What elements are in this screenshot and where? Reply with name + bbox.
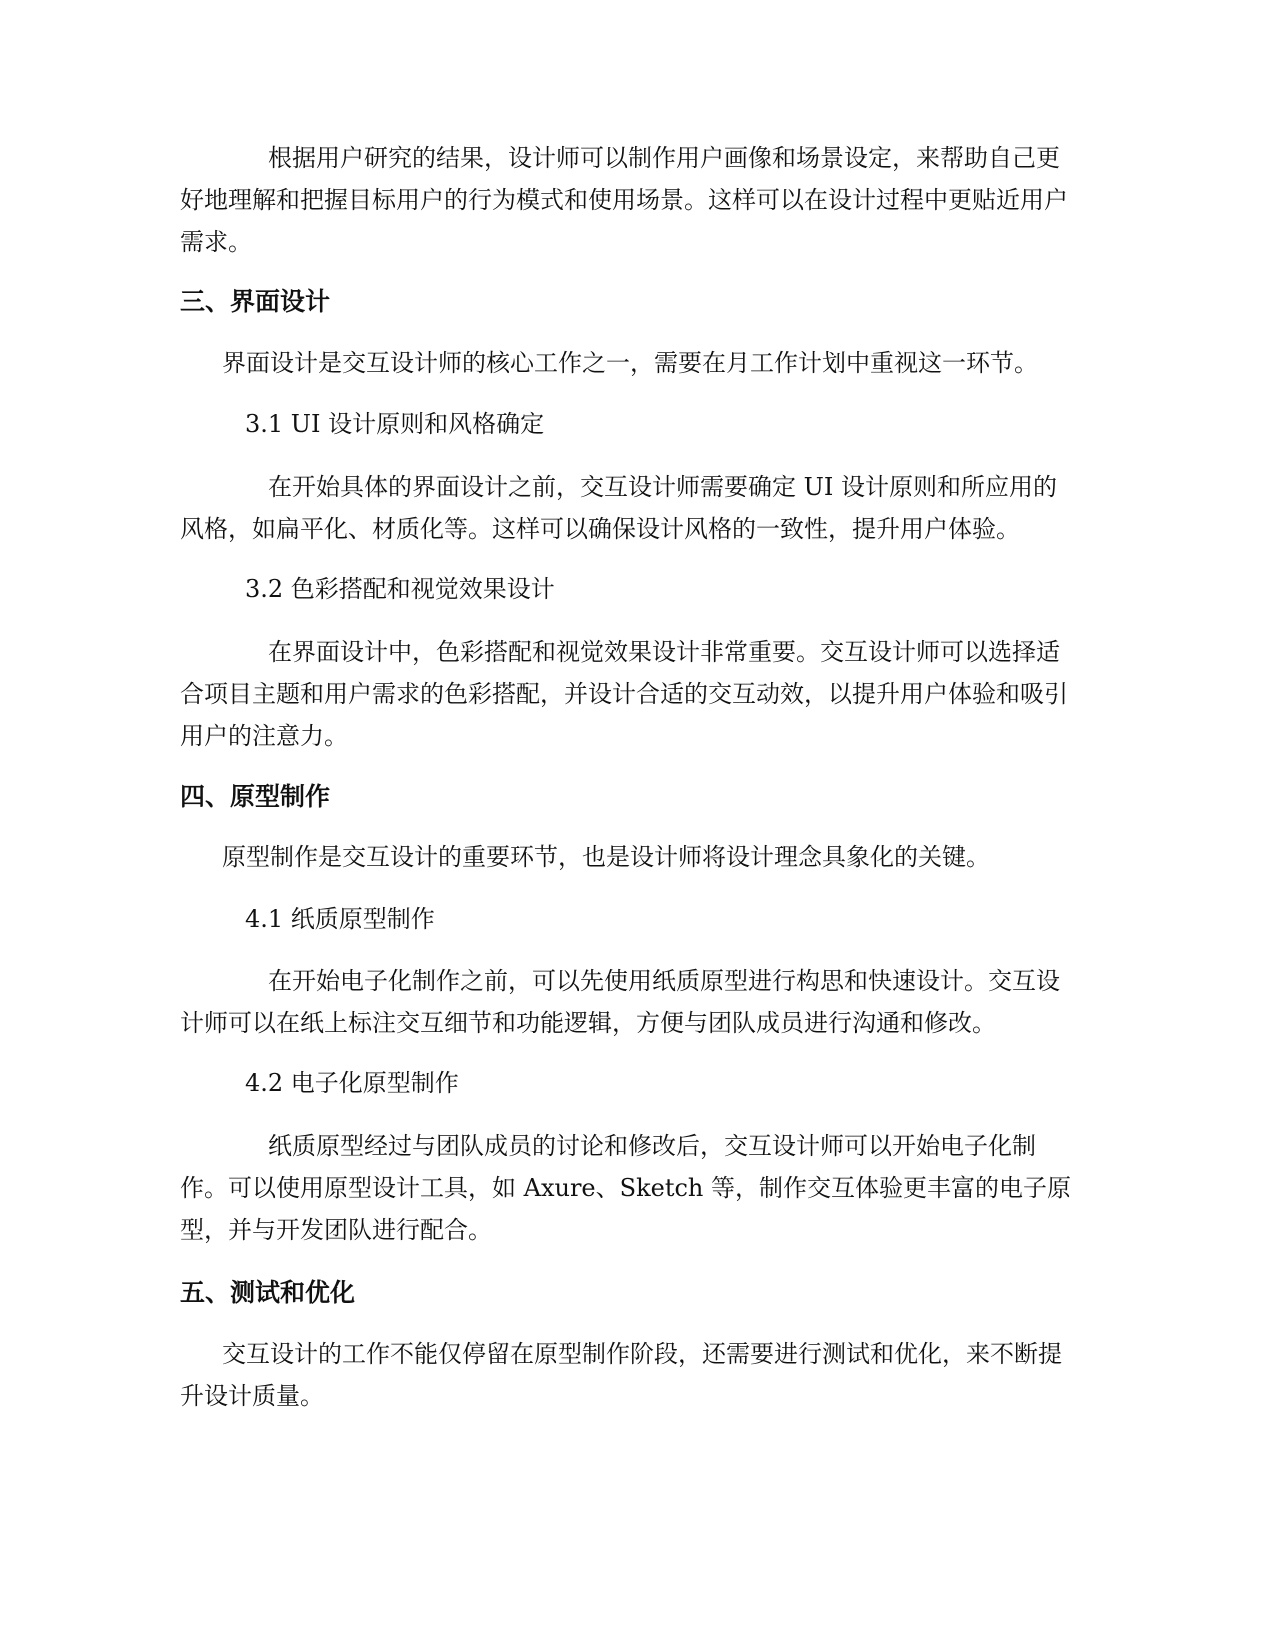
section-heading-testing: 五、测试和优化 (180, 1278, 356, 1307)
subheading-color-visual: 3.2 色彩搭配和视觉效果设计 (245, 575, 555, 603)
section-heading-prototyping: 四、原型制作 (180, 782, 331, 811)
color-visual-paragraph: 在界面设计中，色彩搭配和视觉效果设计非常重要。交互设计师可以选择适合项目主题和用户需求的色彩搭配，并设计合适的交互动效，以提升用户体验和吸引用户的注意力。 (180, 638, 1068, 750)
interface-design-paragraph: 界面设计是交互设计师的核心工作之一，需要在月工作计划中重视这一环节。 (222, 349, 1038, 377)
testing-paragraph: 交互设计的工作不能仅停留在原型制作阶段，还需要进行测试和优化，来不断提升设计质量。 (180, 1340, 1062, 1410)
digital-prototype-paragraph: 纸质原型经过与团队成员的讨论和修改后，交互设计师可以开始电子化制作。可以使用原型设计工具，如 Axure、Sketch 等，制作交互体验更丰富的电子原型，并与开发团队进行配合。 (180, 1132, 1071, 1244)
section-heading-interface-design: 三、界面设计 (180, 287, 331, 316)
subheading-paper-prototype: 4.1 纸质原型制作 (245, 905, 435, 933)
intro-paragraph: 根据用户研究的结果，设计师可以制作用户画像和场景设定，来帮助自己更好地理解和把握目标用户的行为模式和使用场景。这样可以在设计过程中更贴近用户需求。 (180, 144, 1068, 256)
paper-prototype-paragraph: 在开始电子化制作之前，可以先使用纸质原型进行构思和快速设计。交互设计师可以在纸上标注交互细节和功能逻辑，方便与团队成员进行沟通和修改。 (180, 967, 1060, 1037)
ui-principles-paragraph: 在开始具体的界面设计之前，交互设计师需要确定 UI 设计原则和所应用的风格，如扁平化、材质化等。这样可以确保设计风格的一致性，提升用户体验。 (180, 473, 1057, 543)
subheading-digital-prototype: 4.2 电子化原型制作 (245, 1069, 459, 1097)
prototyping-paragraph: 原型制作是交互设计的重要环节，也是设计师将设计理念具象化的关键。 (222, 843, 990, 871)
subheading-ui-principles: 3.1 UI 设计原则和风格确定 (245, 410, 545, 438)
